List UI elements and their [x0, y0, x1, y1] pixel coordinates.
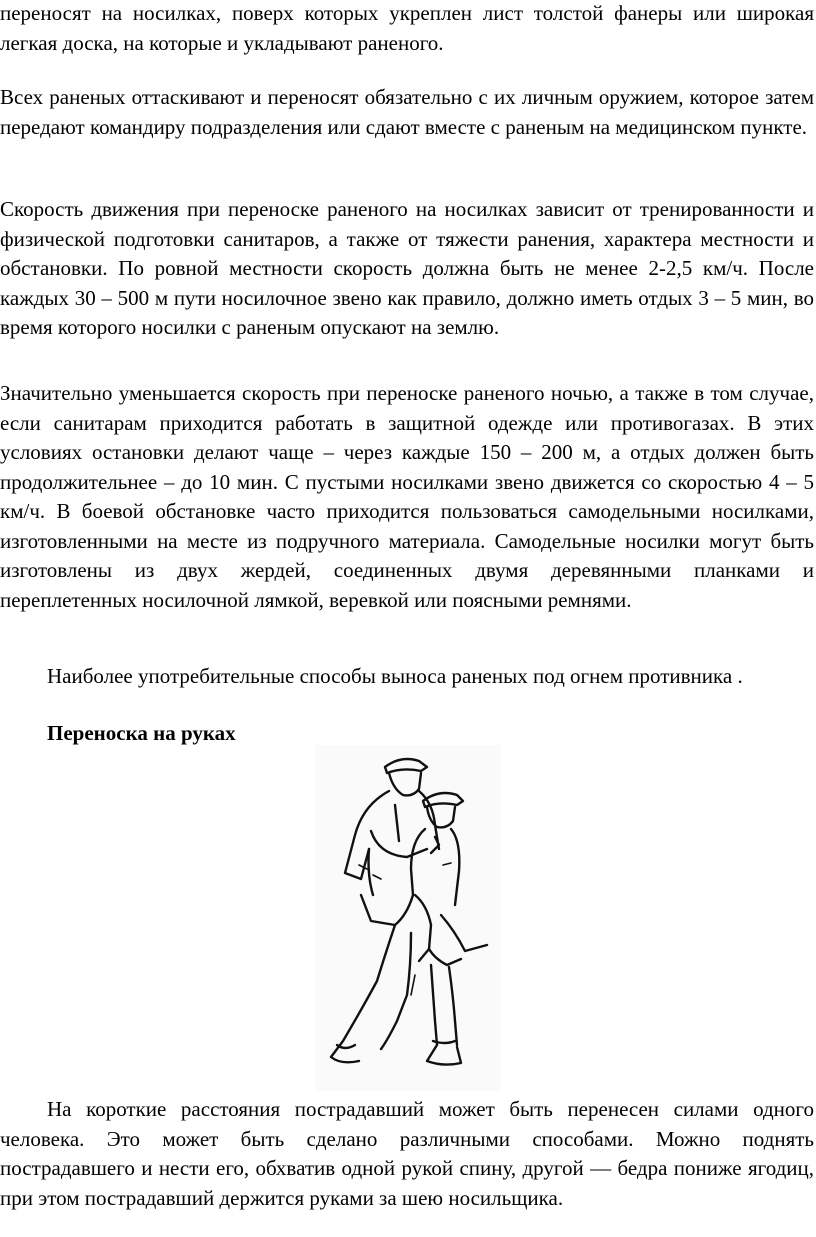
carry-illustration	[315, 745, 501, 1091]
paragraph-speed: Скорость движения при переноске раненого на носилках зависит от тренированности и физической подготовки санитаров, а также от тяжести ранения, характера местности и обстановки. По ровной местности скорость должна быть не менее 2-2,5 км/ч. После каждых 30 – 500 м пути носилочное звено как правило, должно иметь отдых 3 – 5 мин, во время которого носилки с раненым опускают на землю.	[0, 197, 814, 339]
paragraph-weapons: Всех раненых оттаскивают и переносят обязательно с их личным оружием, которое затем передают командиру подразделения или сдают вместе с раненым на медицинском пункте.	[0, 85, 814, 139]
paragraph-stretcher-board: переносят на носилках, поверх которых укреплен лист толстой фанеры или широкая легкая доска, на которые и укладывают раненого.	[0, 1, 814, 55]
paragraph-methods-intro: Наиболее употребительные способы выноса раненых под огнем противника .	[47, 664, 743, 688]
section-heading: Переноска на руках	[47, 721, 236, 745]
soldier-carrying-wounded-image	[315, 745, 501, 1091]
paragraph-night-speed: Значительно уменьшается скорость при переноске раненого ночью, а также в том случае, если санитарам приходится работать в защитной одежде или противогазах. В этих условиях остановки делают чаще – через каждые 150 – 200 м, а отдых должен быть продолжительнее – до 10 мин. С пустыми носилками звено движется со скоростью 4 – 5 км/ч. В боевой обстановке часто приходится пользоваться самодельными носилками, изготовленными на месте из подручного материала. Самодельные носилки могут быть изготовлены из двух жердей, соединенных двумя деревянными планками и переплетенных носилочной лямкой, веревкой или поясными ремнями.	[0, 381, 814, 612]
paragraph-single-carrier: На короткие расстояния пострадавший может быть перенесен силами одного человека. Это может быть сделано различными способами. Можно поднять пострадавшего и нести его, обхватив одной рукой спину, другой — бедра пониже ягодиц, при этом пострадавший держится руками за шею носильщика.	[0, 1097, 814, 1210]
